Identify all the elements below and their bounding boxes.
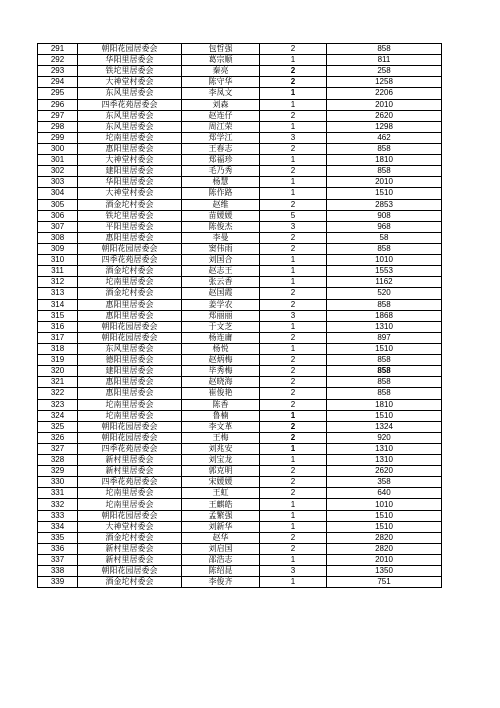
name-cell: 赵连仔: [182, 110, 260, 121]
row-id-cell: 330: [38, 477, 78, 488]
amount-cell: 1310: [327, 455, 442, 466]
amount-cell: 858: [327, 44, 442, 55]
table-row: [38, 332, 442, 343]
name-cell: 刘宝龙: [182, 455, 260, 466]
committee-cell: 坨南里居委会: [78, 399, 182, 410]
row-id-cell: 312: [38, 277, 78, 288]
name-cell: 李曼: [182, 232, 260, 243]
name-cell: 孟繁强: [182, 510, 260, 521]
row-id-cell: 322: [38, 388, 78, 399]
amount-cell: 1298: [327, 121, 442, 132]
count-cell: 2: [260, 288, 327, 299]
table-row: [38, 499, 442, 510]
count-cell: 2: [260, 388, 327, 399]
count-cell: 3: [260, 132, 327, 143]
name-cell: 赵华: [182, 532, 260, 543]
committee-cell: 酒金坨村委会: [78, 577, 182, 588]
committee-cell: 惠阳里居委会: [78, 388, 182, 399]
count-cell: 1: [260, 499, 327, 510]
row-id-cell: 334: [38, 521, 78, 532]
name-cell: 刘启国: [182, 543, 260, 554]
committee-cell: 大神堂村委会: [78, 521, 182, 532]
row-id-cell: 291: [38, 44, 78, 55]
row-id-cell: 327: [38, 443, 78, 454]
committee-cell: 华阳里居委会: [78, 55, 182, 66]
committee-cell: 铁坨里居委会: [78, 66, 182, 77]
amount-cell: 2620: [327, 466, 442, 477]
count-cell: 1: [260, 343, 327, 354]
count-cell: 2: [260, 243, 327, 254]
table-row: [38, 88, 442, 99]
data-table: [37, 43, 442, 588]
row-id-cell: 338: [38, 566, 78, 577]
row-id-cell: 294: [38, 77, 78, 88]
committee-cell: 酒金坨村委会: [78, 532, 182, 543]
count-cell: 2: [260, 488, 327, 499]
count-cell: 2: [260, 77, 327, 88]
table-row: [38, 288, 442, 299]
table-row: [38, 510, 442, 521]
committee-cell: 平阳里居委会: [78, 221, 182, 232]
table-row: [38, 577, 442, 588]
amount-cell: 1324: [327, 421, 442, 432]
table-row: [38, 66, 442, 77]
table-row: [38, 421, 442, 432]
amount-cell: 1510: [327, 188, 442, 199]
committee-cell: 朝阳花园居委会: [78, 243, 182, 254]
amount-cell: 858: [327, 143, 442, 154]
table-row: [38, 443, 442, 454]
amount-cell: 811: [327, 55, 442, 66]
committee-cell: 东风里居委会: [78, 343, 182, 354]
count-cell: 2: [260, 377, 327, 388]
table-row: [38, 366, 442, 377]
row-id-cell: 324: [38, 410, 78, 421]
table-row: [38, 399, 442, 410]
committee-cell: 朝阳花园居委会: [78, 44, 182, 55]
amount-cell: 1510: [327, 510, 442, 521]
row-id-cell: 310: [38, 255, 78, 266]
amount-cell: 897: [327, 332, 442, 343]
row-id-cell: 316: [38, 321, 78, 332]
count-cell: 1: [260, 266, 327, 277]
count-cell: 1: [260, 555, 327, 566]
row-id-cell: 292: [38, 55, 78, 66]
table-row: [38, 532, 442, 543]
table-row: [38, 199, 442, 210]
count-cell: 2: [260, 399, 327, 410]
row-id-cell: 331: [38, 488, 78, 499]
name-cell: 赵国霞: [182, 288, 260, 299]
committee-cell: 朝阳花园居委会: [78, 321, 182, 332]
committee-cell: 朝阳花园居委会: [78, 566, 182, 577]
amount-cell: 751: [327, 577, 442, 588]
row-id-cell: 337: [38, 555, 78, 566]
count-cell: 2: [260, 232, 327, 243]
count-cell: 1: [260, 277, 327, 288]
name-cell: 宋媛媛: [182, 477, 260, 488]
amount-cell: 1310: [327, 443, 442, 454]
table-row: [38, 255, 442, 266]
row-id-cell: 308: [38, 232, 78, 243]
amount-cell: 858: [327, 366, 442, 377]
name-cell: 鲁楠: [182, 410, 260, 421]
table-row: [38, 177, 442, 188]
committee-cell: 新村里居委会: [78, 555, 182, 566]
committee-cell: 东风里居委会: [78, 110, 182, 121]
name-cell: 郑福珍: [182, 155, 260, 166]
committee-cell: 惠阳里居委会: [78, 310, 182, 321]
name-cell: 杨连庸: [182, 332, 260, 343]
committee-cell: 惠阳里居委会: [78, 299, 182, 310]
count-cell: 3: [260, 310, 327, 321]
table-row: [38, 121, 442, 132]
committee-cell: 四季花苑居委会: [78, 477, 182, 488]
name-cell: 姜学农: [182, 299, 260, 310]
count-cell: 1: [260, 188, 327, 199]
table-row: [38, 521, 442, 532]
table-row: [38, 188, 442, 199]
table-row: [38, 232, 442, 243]
table-row: [38, 155, 442, 166]
committee-cell: 新村里居委会: [78, 466, 182, 477]
table-row: [38, 543, 442, 554]
name-cell: 刘国合: [182, 255, 260, 266]
row-id-cell: 299: [38, 132, 78, 143]
committee-cell: 大神堂村委会: [78, 155, 182, 166]
name-cell: 刘森: [182, 99, 260, 110]
count-cell: 1: [260, 121, 327, 132]
name-cell: 赵维: [182, 199, 260, 210]
table-row: [38, 143, 442, 154]
count-cell: 2: [260, 355, 327, 366]
row-id-cell: 329: [38, 466, 78, 477]
amount-cell: 2820: [327, 532, 442, 543]
count-cell: 1: [260, 521, 327, 532]
committee-cell: 建阳里居委会: [78, 366, 182, 377]
count-cell: 2: [260, 66, 327, 77]
committee-cell: 惠阳里居委会: [78, 143, 182, 154]
table-row: [38, 221, 442, 232]
row-id-cell: 317: [38, 332, 78, 343]
count-cell: 2: [260, 466, 327, 477]
committee-cell: 新村里居委会: [78, 543, 182, 554]
row-id-cell: 318: [38, 343, 78, 354]
table-row: [38, 377, 442, 388]
name-cell: 王虹: [182, 488, 260, 499]
row-id-cell: 319: [38, 355, 78, 366]
table-row: [38, 355, 442, 366]
name-cell: 郑丽丽: [182, 310, 260, 321]
count-cell: 1: [260, 410, 327, 421]
amount-cell: 462: [327, 132, 442, 143]
committee-cell: 铁坨里居委会: [78, 210, 182, 221]
row-id-cell: 296: [38, 99, 78, 110]
name-cell: 刘新华: [182, 521, 260, 532]
table-row: [38, 266, 442, 277]
row-id-cell: 313: [38, 288, 78, 299]
count-cell: 1: [260, 155, 327, 166]
name-cell: 杨悦: [182, 343, 260, 354]
amount-cell: 520: [327, 288, 442, 299]
table-row: [38, 410, 442, 421]
count-cell: 2: [260, 477, 327, 488]
table-row: [38, 455, 442, 466]
count-cell: 2: [260, 421, 327, 432]
count-cell: 1: [260, 88, 327, 99]
name-cell: 王梅: [182, 432, 260, 443]
amount-cell: 858: [327, 355, 442, 366]
amount-cell: 2010: [327, 555, 442, 566]
table-row: [38, 77, 442, 88]
name-cell: 于文芝: [182, 321, 260, 332]
count-cell: 2: [260, 199, 327, 210]
amount-cell: 2010: [327, 177, 442, 188]
table-row: [38, 388, 442, 399]
committee-cell: 酒金坨村委会: [78, 266, 182, 277]
table-row: [38, 343, 442, 354]
amount-cell: 858: [327, 243, 442, 254]
row-id-cell: 297: [38, 110, 78, 121]
name-cell: 周江荣: [182, 121, 260, 132]
amount-cell: 1510: [327, 343, 442, 354]
table-row: [38, 488, 442, 499]
committee-cell: 朝阳花园居委会: [78, 510, 182, 521]
row-id-cell: 314: [38, 299, 78, 310]
table-row: [38, 310, 442, 321]
table-row: [38, 466, 442, 477]
committee-cell: 四季花苑居委会: [78, 443, 182, 454]
name-cell: 杨慧: [182, 177, 260, 188]
amount-cell: 640: [327, 488, 442, 499]
table-row: [38, 432, 442, 443]
count-cell: 3: [260, 566, 327, 577]
amount-cell: 1310: [327, 321, 442, 332]
committee-cell: 惠阳里居委会: [78, 232, 182, 243]
row-id-cell: 325: [38, 421, 78, 432]
committee-cell: 酒金坨村委会: [78, 199, 182, 210]
row-id-cell: 333: [38, 510, 78, 521]
name-cell: 赵炳梅: [182, 355, 260, 366]
amount-cell: 1868: [327, 310, 442, 321]
name-cell: 刘兆安: [182, 443, 260, 454]
name-cell: 赵志王: [182, 266, 260, 277]
count-cell: 2: [260, 110, 327, 121]
committee-cell: 四季花苑居委会: [78, 255, 182, 266]
amount-cell: 858: [327, 377, 442, 388]
name-cell: 张云香: [182, 277, 260, 288]
amount-cell: 2620: [327, 110, 442, 121]
name-cell: 葛宗顺: [182, 55, 260, 66]
table-row: [38, 166, 442, 177]
name-cell: 崔俊艳: [182, 388, 260, 399]
count-cell: 1: [260, 510, 327, 521]
table-row: [38, 44, 442, 55]
committee-cell: 四季花苑居委会: [78, 99, 182, 110]
committee-cell: 朝阳花园居委会: [78, 432, 182, 443]
row-id-cell: 306: [38, 210, 78, 221]
committee-cell: 大神堂村委会: [78, 77, 182, 88]
count-cell: 1: [260, 177, 327, 188]
committee-cell: 朝阳花园居委会: [78, 421, 182, 432]
committee-cell: 坨南里居委会: [78, 410, 182, 421]
committee-cell: 坨南里居委会: [78, 499, 182, 510]
count-cell: 2: [260, 299, 327, 310]
count-cell: 2: [260, 143, 327, 154]
row-id-cell: 328: [38, 455, 78, 466]
committee-cell: 东风里居委会: [78, 88, 182, 99]
row-id-cell: 301: [38, 155, 78, 166]
count-cell: 1: [260, 577, 327, 588]
name-cell: 邵浩志: [182, 555, 260, 566]
committee-cell: 坨南里居委会: [78, 132, 182, 143]
count-cell: 1: [260, 99, 327, 110]
row-id-cell: 300: [38, 143, 78, 154]
table-row: [38, 555, 442, 566]
amount-cell: 1162: [327, 277, 442, 288]
name-cell: 陈香: [182, 399, 260, 410]
count-cell: 2: [260, 366, 327, 377]
table-row: [38, 566, 442, 577]
committee-cell: 东风里居委会: [78, 121, 182, 132]
row-id-cell: 335: [38, 532, 78, 543]
amount-cell: 2206: [327, 88, 442, 99]
name-cell: 秦亮: [182, 66, 260, 77]
name-cell: 郑学江: [182, 132, 260, 143]
count-cell: 2: [260, 543, 327, 554]
amount-cell: 1810: [327, 399, 442, 410]
committee-cell: 惠阳里居委会: [78, 377, 182, 388]
count-cell: 5: [260, 210, 327, 221]
amount-cell: 358: [327, 477, 442, 488]
row-id-cell: 309: [38, 243, 78, 254]
name-cell: 陈守华: [182, 77, 260, 88]
amount-cell: 1350: [327, 566, 442, 577]
count-cell: 1: [260, 443, 327, 454]
amount-cell: 858: [327, 388, 442, 399]
row-id-cell: 298: [38, 121, 78, 132]
name-cell: 李文革: [182, 421, 260, 432]
committee-cell: 德阳里居委会: [78, 355, 182, 366]
row-id-cell: 315: [38, 310, 78, 321]
amount-cell: 2853: [327, 199, 442, 210]
count-cell: 2: [260, 332, 327, 343]
table-row: [38, 55, 442, 66]
count-cell: 2: [260, 532, 327, 543]
count-cell: 3: [260, 221, 327, 232]
amount-cell: 968: [327, 221, 442, 232]
amount-cell: 920: [327, 432, 442, 443]
name-cell: 陈俊杰: [182, 221, 260, 232]
name-cell: 包哲强: [182, 44, 260, 55]
amount-cell: 1510: [327, 521, 442, 532]
committee-cell: 建阳里居委会: [78, 166, 182, 177]
committee-cell: 新村里居委会: [78, 455, 182, 466]
row-id-cell: 304: [38, 188, 78, 199]
count-cell: 1: [260, 55, 327, 66]
count-cell: 1: [260, 455, 327, 466]
amount-cell: 58: [327, 232, 442, 243]
name-cell: 毛乃秀: [182, 166, 260, 177]
name-cell: 赵晓海: [182, 377, 260, 388]
amount-cell: 1510: [327, 410, 442, 421]
row-id-cell: 339: [38, 577, 78, 588]
row-id-cell: 332: [38, 499, 78, 510]
table-row: [38, 321, 442, 332]
row-id-cell: 295: [38, 88, 78, 99]
table-row: [38, 99, 442, 110]
row-id-cell: 303: [38, 177, 78, 188]
name-cell: 陈绍昆: [182, 566, 260, 577]
amount-cell: 1810: [327, 155, 442, 166]
row-id-cell: 305: [38, 199, 78, 210]
table-row: [38, 110, 442, 121]
count-cell: 2: [260, 166, 327, 177]
row-id-cell: 326: [38, 432, 78, 443]
table-row: [38, 299, 442, 310]
amount-cell: 858: [327, 166, 442, 177]
name-cell: 王春志: [182, 143, 260, 154]
amount-cell: 2010: [327, 99, 442, 110]
name-cell: 毕秀梅: [182, 366, 260, 377]
name-cell: 苗媛媛: [182, 210, 260, 221]
committee-cell: 华阳里居委会: [78, 177, 182, 188]
count-cell: 2: [260, 432, 327, 443]
name-cell: 窦伟雨: [182, 243, 260, 254]
committee-cell: 朝阳花园居委会: [78, 332, 182, 343]
row-id-cell: 293: [38, 66, 78, 77]
committee-cell: 坨南里居委会: [78, 488, 182, 499]
count-cell: 1: [260, 321, 327, 332]
name-cell: 王麒皓: [182, 499, 260, 510]
table-row: [38, 132, 442, 143]
committee-cell: 坨南里居委会: [78, 277, 182, 288]
row-id-cell: 320: [38, 366, 78, 377]
name-cell: 郭克明: [182, 466, 260, 477]
amount-cell: 258: [327, 66, 442, 77]
name-cell: 李俊齐: [182, 577, 260, 588]
amount-cell: 2820: [327, 543, 442, 554]
count-cell: 1: [260, 255, 327, 266]
row-id-cell: 307: [38, 221, 78, 232]
amount-cell: 858: [327, 299, 442, 310]
amount-cell: 908: [327, 210, 442, 221]
committee-cell: 大神堂村委会: [78, 188, 182, 199]
amount-cell: 1553: [327, 266, 442, 277]
count-cell: 2: [260, 44, 327, 55]
row-id-cell: 323: [38, 399, 78, 410]
committee-cell: 酒金坨村委会: [78, 288, 182, 299]
amount-cell: 1010: [327, 255, 442, 266]
table-row: [38, 243, 442, 254]
row-id-cell: 302: [38, 166, 78, 177]
amount-cell: 1258: [327, 77, 442, 88]
row-id-cell: 336: [38, 543, 78, 554]
name-cell: 李凤文: [182, 88, 260, 99]
row-id-cell: 311: [38, 266, 78, 277]
row-id-cell: 321: [38, 377, 78, 388]
table-row: [38, 210, 442, 221]
table-row: [38, 277, 442, 288]
name-cell: 陈作路: [182, 188, 260, 199]
table-row: [38, 477, 442, 488]
table-body: [38, 44, 442, 588]
amount-cell: 1010: [327, 499, 442, 510]
